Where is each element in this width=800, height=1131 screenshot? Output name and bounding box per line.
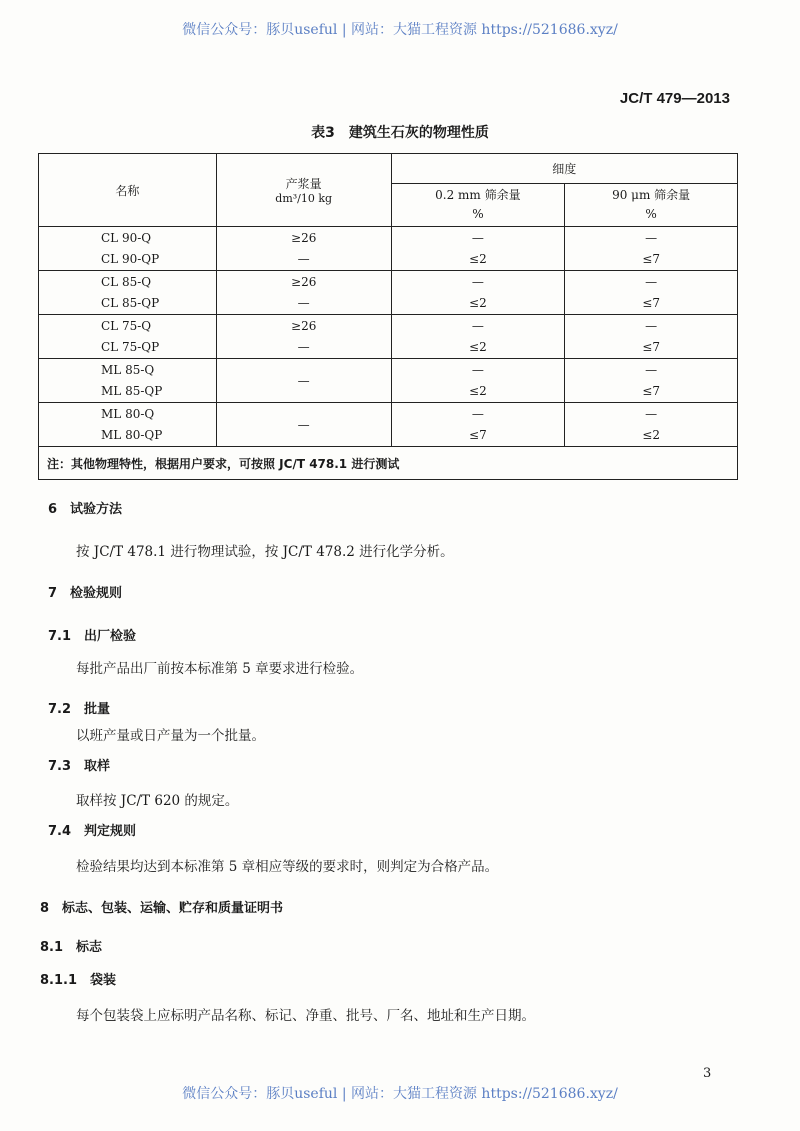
header-sieve1 xyxy=(391,184,565,227)
header-name: 名称 xyxy=(39,154,217,227)
section-heading: 8 标志、包装、运输、贮存和质量证明书 xyxy=(40,901,284,916)
sieve2-value: — xyxy=(645,318,658,333)
table-row-group xyxy=(39,359,738,403)
table-row-group xyxy=(39,403,738,447)
section-text: 每个包装袋上应标明产品名称、标记、净重、批号、厂名、地址和生产日期。 xyxy=(76,1008,535,1024)
section-text: 检验结果均达到本标准第 5 章相应等级的要求时，则判定为合格产品。 xyxy=(76,859,499,875)
yield-value: ≥26 xyxy=(291,318,317,333)
table-note: 注：其他物理特性，根据用户要求，可按照 JC/T 478.1 进行测试 xyxy=(39,447,738,480)
header-yield xyxy=(216,154,391,227)
header-fineness: 细度 xyxy=(391,154,737,184)
names-value: ML 85-QP xyxy=(101,383,163,398)
table-row-group xyxy=(39,315,738,359)
physical-properties-table xyxy=(38,153,738,480)
sieve1-value: ≤2 xyxy=(469,295,487,310)
yield-cell xyxy=(216,315,391,359)
page-number: 3 xyxy=(703,1066,712,1081)
sieve2-value: — xyxy=(645,274,658,289)
yield-value: ≥26 xyxy=(291,230,317,245)
names-value: CL 85-Q xyxy=(101,274,152,289)
yield-value: ≥26 xyxy=(291,274,317,289)
sieve1-value: — xyxy=(471,230,484,245)
header-sieve2 xyxy=(565,184,738,227)
names-value: CL 85-QP xyxy=(101,295,160,310)
names-cell xyxy=(39,227,217,271)
names-value: ML 80-Q xyxy=(101,406,155,421)
names-cell xyxy=(39,359,217,403)
section-heading: 7.1 出厂检验 xyxy=(48,629,137,644)
section-text: 取样按 JC/T 620 的规定。 xyxy=(76,793,239,809)
sieve1-value: — xyxy=(471,406,484,421)
section-text: 以班产量或日产量为一个批量。 xyxy=(76,728,265,744)
table-row-group xyxy=(39,227,738,271)
yield-cell xyxy=(216,271,391,315)
yield-cell: — xyxy=(216,403,391,447)
sieve1-value: — xyxy=(471,274,484,289)
section-heading: 7.4 判定规则 xyxy=(48,824,137,839)
names-cell xyxy=(39,271,217,315)
names-cell xyxy=(39,315,217,359)
section-heading: 7 检验规则 xyxy=(48,586,123,601)
sieve1-cell xyxy=(391,403,565,447)
watermark-bottom: 微信公众号：豚贝useful | 网站：大猫工程资源 https://521686.xyz/ xyxy=(182,1086,618,1102)
sieve1-label: 0.2 mm 筛余量 xyxy=(435,188,521,202)
sieve1-value: — xyxy=(471,362,484,377)
table-title: 表3 建筑生石灰的物理性质 xyxy=(311,125,489,141)
sieve2-value: ≤7 xyxy=(642,251,660,266)
section-heading: 8.1.1 袋装 xyxy=(40,973,117,988)
names-value: CL 75-QP xyxy=(101,339,160,354)
section-heading: 7.2 批量 xyxy=(48,702,111,717)
sieve2-cell xyxy=(565,403,738,447)
sieve2-value: ≤7 xyxy=(642,339,660,354)
yield-cell: — xyxy=(216,359,391,403)
yield-value: — xyxy=(297,339,310,354)
sieve2-cell xyxy=(565,227,738,271)
names-cell xyxy=(39,403,217,447)
standard-number: JC/T 479—2013 xyxy=(619,90,730,107)
sieve1-value: ≤2 xyxy=(469,251,487,266)
sieve2-value: ≤7 xyxy=(642,383,660,398)
sieve2-cell xyxy=(565,359,738,403)
sieve2-value: — xyxy=(645,230,658,245)
sieve1-value: ≤2 xyxy=(469,383,487,398)
sieve2-value: ≤2 xyxy=(642,427,660,442)
yield-label: 产浆量 xyxy=(285,177,322,191)
sieve1-value: — xyxy=(471,318,484,333)
sieve2-unit: % xyxy=(645,207,657,221)
sieve2-label: 90 μm 筛余量 xyxy=(612,188,691,202)
sieve2-value: — xyxy=(645,362,658,377)
sieve1-value: ≤7 xyxy=(469,427,487,442)
sieve2-value: — xyxy=(645,406,658,421)
sieve2-cell xyxy=(565,315,738,359)
yield-cell xyxy=(216,227,391,271)
sieve1-cell xyxy=(391,271,565,315)
names-value: CL 90-Q xyxy=(101,230,152,245)
sieve1-cell xyxy=(391,315,565,359)
section-text: 每批产品出厂前按本标准第 5 章要求进行检验。 xyxy=(76,661,364,677)
sieve1-cell xyxy=(391,359,565,403)
section-heading: 6 试验方法 xyxy=(48,502,123,517)
sieve2-cell xyxy=(565,271,738,315)
names-value: ML 80-QP xyxy=(101,427,163,442)
yield-unit: dm³/10 kg xyxy=(275,192,333,205)
sieve1-unit: % xyxy=(472,207,484,221)
sieve2-value: ≤7 xyxy=(642,295,660,310)
names-value: CL 75-Q xyxy=(101,318,152,333)
watermark-top: 微信公众号：豚贝useful | 网站：大猫工程资源 https://521686.xyz/ xyxy=(182,22,618,38)
section-text: 按 JC/T 478.1 进行物理试验，按 JC/T 478.2 进行化学分析。 xyxy=(76,544,454,560)
section-heading: 8.1 标志 xyxy=(40,940,103,955)
names-value: ML 85-Q xyxy=(101,362,155,377)
sieve1-value: ≤2 xyxy=(469,339,487,354)
table-row-group xyxy=(39,271,738,315)
sieve1-cell xyxy=(391,227,565,271)
yield-value: — xyxy=(297,295,310,310)
names-value: CL 90-QP xyxy=(101,251,160,266)
section-heading: 7.3 取样 xyxy=(48,759,111,774)
yield-value: — xyxy=(297,251,310,266)
